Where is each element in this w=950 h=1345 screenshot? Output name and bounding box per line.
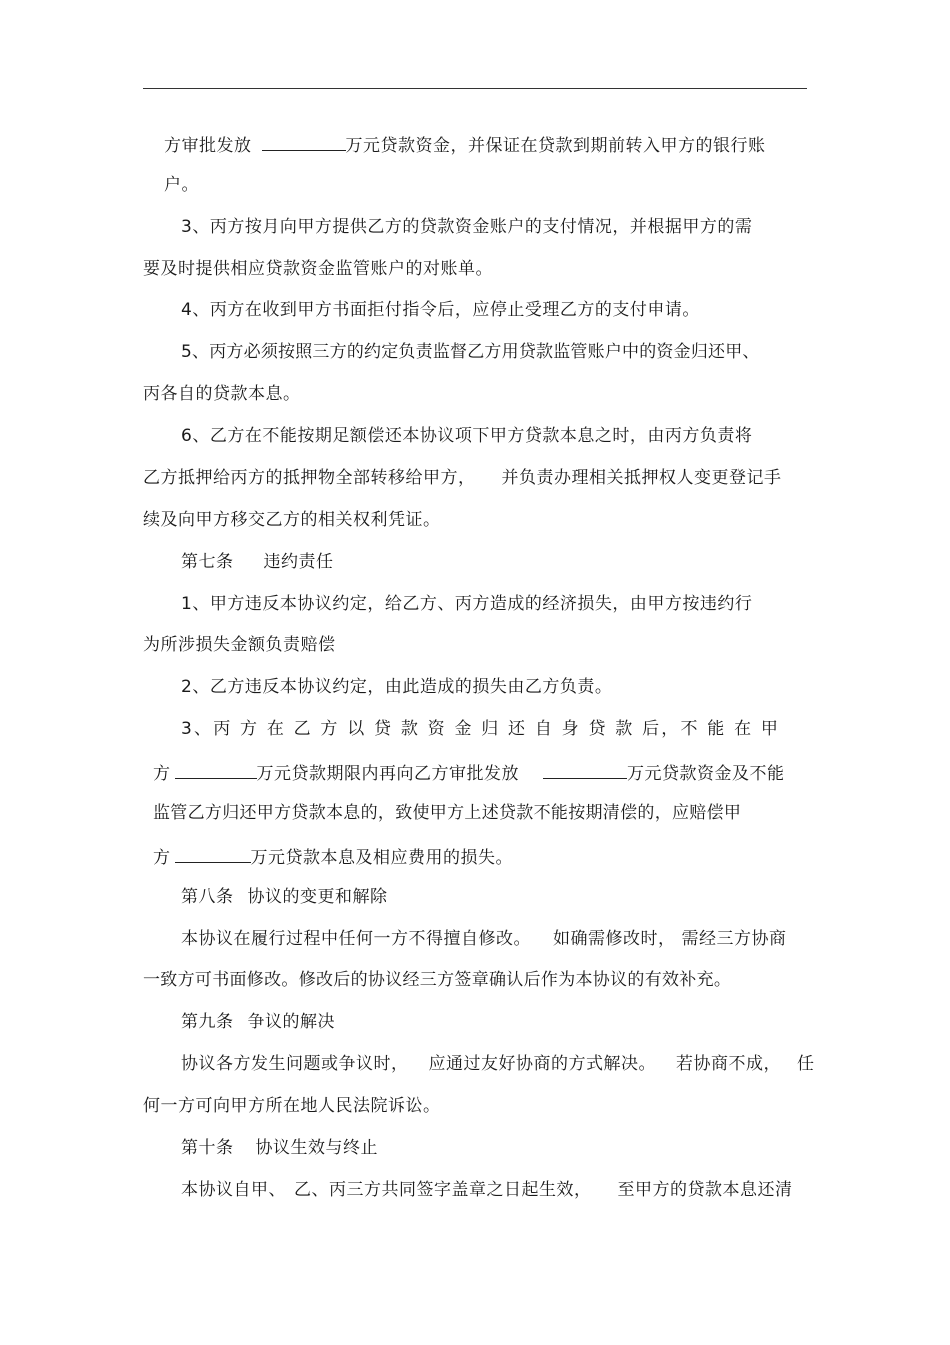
text-segment: 乙方抵押给丙方的抵押物全部转移给甲方， [143, 468, 476, 488]
text-segment: 方 [153, 848, 171, 868]
text-line: 2、乙方违反本协议约定，由此造成的损失由乙方负责。 [181, 677, 613, 697]
text-line: 要及时提供相应贷款资金监管账户的对账单。 [143, 259, 493, 279]
text-line: 丙各自的贷款本息。 [143, 384, 301, 404]
fill-in-blank [175, 844, 251, 863]
text-segment: 方 [153, 764, 171, 784]
text-line: 户。 [164, 175, 199, 195]
article-title: 违约责任 [263, 552, 334, 572]
text-segment: 应通过友好协商的方式解决。 [428, 1054, 656, 1074]
text-segment: 协议各方发生问题或争议时， [181, 1054, 409, 1074]
text-segment: 至甲方的贷款本息还清 [617, 1180, 793, 1200]
section-heading [181, 551, 334, 573]
text-line [164, 132, 766, 157]
text-segment: 方审批发放 [164, 136, 252, 156]
article-number: 第八条 [181, 887, 234, 907]
text-segment: 若协商不成， [676, 1054, 781, 1074]
text-segment: 并负责办理相关抵押权人变更登记手 [501, 468, 782, 488]
text-line [153, 760, 785, 785]
text-segment: 本协议自甲、 [181, 1180, 286, 1200]
text-line [181, 928, 787, 950]
text-line [181, 1053, 815, 1075]
text-line: 3、丙方按月向甲方提供乙方的贷款资金账户的支付情况，并根据甲方的需 [181, 217, 753, 237]
fill-in-blank [543, 760, 627, 779]
text-segment: 本协议在履行过程中任何一方不得擅自修改。 [181, 929, 531, 949]
text-segment: 乙、丙三方共同签字盖章之日起生效， [294, 1180, 592, 1200]
text-line: 5、丙方必须按照三方的约定负责监督乙方用贷款监管账户中的资金归还甲、 [181, 342, 760, 362]
text-segment: 万元贷款期限内再向乙方审批发放 [256, 764, 519, 784]
article-number: 第十条 [181, 1138, 234, 1158]
section-heading [181, 1011, 335, 1033]
text-line: 3、丙 方 在 乙 方 以 贷 款 资 金 归 还 自 身 贷 款 后，不 能 在 甲 [181, 719, 781, 739]
fill-in-blank [175, 760, 257, 779]
text-segment: 如确需修改时， [553, 929, 676, 949]
article-title: 协议的变更和解除 [247, 887, 388, 907]
text-line: 监管乙方归还甲方贷款本息的，致使甲方上述贷款不能按期清偿的，应赔偿甲 [153, 803, 742, 823]
text-line: 为所涉损失金额负责赔偿 [143, 635, 336, 655]
text-segment: 需经三方协商 [681, 929, 787, 949]
article-title: 协议生效与终止 [255, 1138, 378, 1158]
fill-in-blank [262, 132, 346, 151]
section-heading [181, 886, 388, 908]
text-segment: 万元贷款资金，并保证在贷款到期前转入甲方的银行账 [345, 136, 766, 156]
text-segment: 任 [797, 1054, 815, 1074]
article-number: 第九条 [181, 1012, 234, 1032]
text-segment: 万元贷款本息及相应费用的损失。 [250, 848, 513, 868]
text-segment: 万元贷款资金及不能 [627, 764, 785, 784]
text-line: 何一方可向甲方所在地人民法院诉讼。 [143, 1096, 441, 1116]
text-line [143, 467, 782, 489]
section-heading [181, 1137, 378, 1159]
article-title: 争议的解决 [247, 1012, 335, 1032]
text-line: 6、乙方在不能按期足额偿还本协议项下甲方贷款本息之时，由丙方负责将 [181, 426, 753, 446]
text-line [153, 844, 513, 869]
text-line: 4、丙方在收到甲方书面拒付指令后，应停止受理乙方的支付申请。 [181, 300, 700, 320]
text-line: 1、甲方违反本协议约定，给乙方、丙方造成的经济损失，由甲方按违约行 [181, 594, 753, 614]
article-number: 第七条 [181, 552, 234, 572]
text-line: 续及向甲方移交乙方的相关权利凭证。 [143, 510, 441, 530]
text-line: 一致方可书面修改。修改后的协议经三方签章确认后作为本协议的有效补充。 [143, 970, 732, 990]
text-line [181, 1179, 793, 1201]
header-rule [143, 88, 807, 89]
